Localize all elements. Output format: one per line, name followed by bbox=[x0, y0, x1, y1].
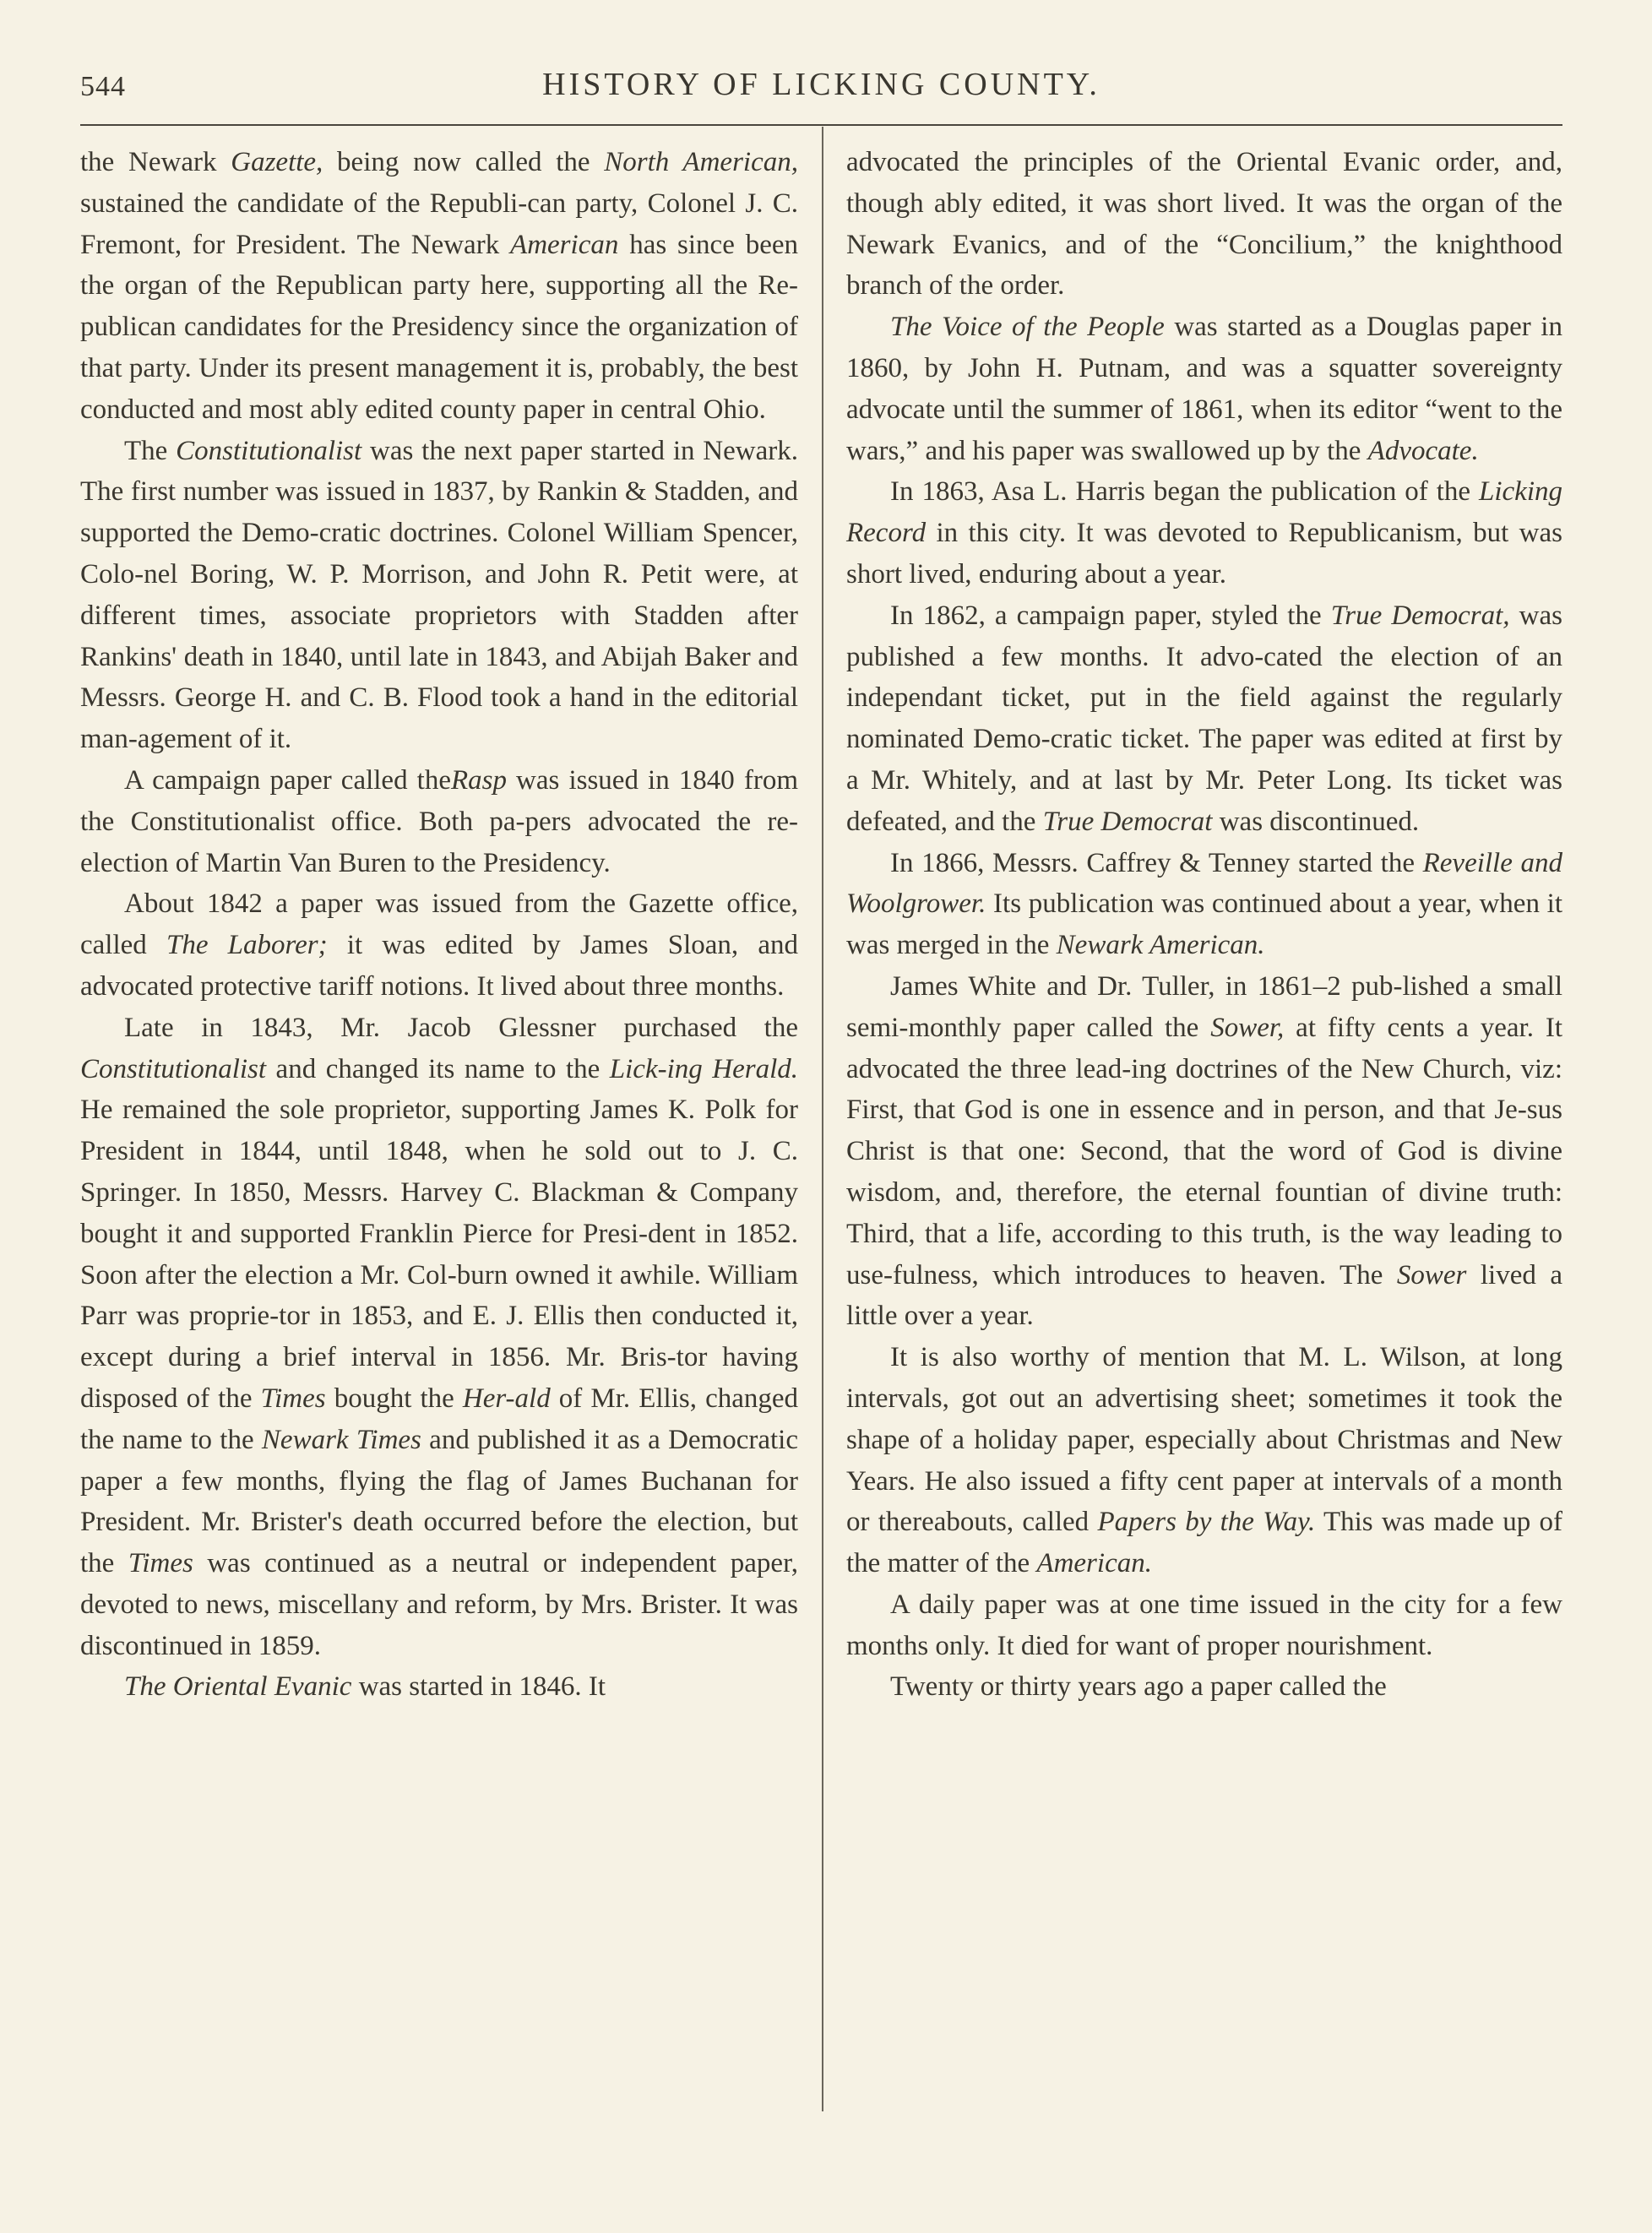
paragraph bbox=[846, 471, 1562, 595]
paragraph bbox=[80, 760, 798, 883]
paragraph bbox=[846, 1337, 1562, 1584]
italic-title: American bbox=[510, 229, 619, 260]
paragraph bbox=[846, 1584, 1562, 1667]
italic-title: Her-ald bbox=[462, 1383, 551, 1414]
italic-title: The Voice of the People bbox=[890, 312, 1165, 343]
text-run: Twenty or thirty years ago a paper called the bbox=[890, 1671, 1387, 1703]
paragraph bbox=[846, 966, 1562, 1337]
paragraph bbox=[846, 595, 1562, 843]
text-run: and published it as a Democratic paper a few months, flying the flag of James Buchanan for President. Mr. Brister's death occurred before the election, but the bbox=[80, 1424, 798, 1579]
text-run: A campaign paper called the bbox=[124, 764, 451, 796]
text-run: Its publication was continued about a year, when it was merged in the bbox=[846, 888, 1562, 961]
italic-title: The Laborer; bbox=[166, 930, 328, 961]
left-column bbox=[80, 142, 798, 1708]
text-run: lived a little over a year. bbox=[846, 1259, 1562, 1332]
italic-title: Newark Times bbox=[261, 1424, 421, 1455]
italic-title: North American, bbox=[604, 147, 798, 177]
column-divider bbox=[822, 127, 823, 2111]
paragraph bbox=[80, 883, 798, 1007]
text-run: was issued in 1840 from the Constitutionalist office. Both pa-pers advocated the re-election of Martin Van Buren to the Presidency. bbox=[80, 764, 799, 878]
italic-title: The Oriental Evanic bbox=[124, 1671, 352, 1703]
paragraph bbox=[80, 1008, 798, 1667]
italic-title: Newark American. bbox=[1056, 930, 1265, 961]
text-run: was continued as a neutral or independent paper, devoted to news, miscellany and reform, by Mrs. Brister. It was discontinued in 1859. bbox=[80, 1548, 798, 1661]
italic-title: Sower bbox=[1396, 1259, 1467, 1290]
paragraph bbox=[846, 142, 1562, 307]
page-header bbox=[80, 66, 1562, 117]
text-run: was the next paper started in Newark. The first number was issued in 1837, by Rankin & Stadden, and supported the Demo-cratic doctrines. Colonel William Spencer, Colo-nel Boring, W. P. Morrison, and John R. Petit were, at different times, associate proprietors with Stadden after Rankins' death in 1840, until late in 1843, and Abijah Baker and Messrs. George H. and C. B. Flood took a hand in the editorial man-agement of it. bbox=[80, 435, 799, 755]
text-run: was started in 1846. It bbox=[351, 1671, 606, 1703]
italic-title: Times bbox=[128, 1548, 193, 1579]
running-title: HISTORY OF LICKING COUNTY. bbox=[542, 67, 1100, 102]
paragraph bbox=[80, 142, 798, 431]
italic-title: True Democrat, bbox=[1330, 600, 1510, 631]
text-run: was started as a Douglas paper in 1860, by John H. Putnam, and was a squatter sovereignty advocate until the summer of 1861, when its editor “went to the wars,” and his paper was swallowed up by the bbox=[846, 312, 1562, 466]
italic-title: Lick-ing Herald. bbox=[609, 1053, 798, 1084]
text-run: sustained the candidate of the Republi-can party, Colonel J. C. Fremont, for President. The Newark bbox=[80, 187, 798, 260]
italic-title: Licking Record bbox=[846, 476, 1562, 549]
text-run: was discontinued. bbox=[1212, 806, 1420, 837]
italic-title: Advocate. bbox=[1367, 435, 1479, 466]
header-rule-left bbox=[80, 124, 849, 126]
text-run: In 1863, Asa L. Harris began the publication of the bbox=[890, 476, 1480, 508]
italic-title: American. bbox=[1036, 1548, 1152, 1579]
italic-title: Constitutionalist bbox=[176, 435, 362, 466]
text-run: was published a few months. It advo-cated the election of an independant ticket, put in the field against the regularly nominated Demo-cratic ticket. The paper was edited at first by a Mr. Whitely, and at last by Mr. Peter Long. Its ticket was defeated, and the bbox=[846, 600, 1562, 837]
text-run: the Newark bbox=[80, 147, 231, 177]
page-number: 544 bbox=[80, 71, 126, 102]
text-run: A daily paper was at one time issued in the city for a few months only. It died for want of proper nourishment. bbox=[846, 1589, 1562, 1661]
text-run: The bbox=[124, 435, 177, 466]
text-run: and changed its name to the bbox=[266, 1053, 610, 1084]
header-rule-right bbox=[849, 124, 1562, 126]
right-column bbox=[846, 142, 1562, 1708]
paragraph bbox=[846, 843, 1562, 966]
text-run: it was edited by James Sloan, and advocated protective tariff notions. It lived about three months. bbox=[80, 930, 799, 1002]
italic-title: True Democrat bbox=[1042, 806, 1213, 837]
italic-title: Sower, bbox=[1210, 1012, 1285, 1043]
italic-title: Papers by the Way. bbox=[1097, 1507, 1316, 1538]
text-run: This was made up of the matter of the bbox=[846, 1507, 1562, 1579]
text-run: In 1866, Messrs. Caffrey & Tenney started the bbox=[890, 847, 1423, 878]
italic-title: Times bbox=[260, 1383, 326, 1414]
text-run: bought the bbox=[325, 1383, 463, 1414]
text-run: It is also worthy of mention that M. L. Wilson, at long intervals, got out an advertising sheet; sometimes it took the shape of a holiday paper, especially about Christmas and New Years. He also issued a fifty cent paper at intervals of a month or thereabouts, called bbox=[846, 1342, 1562, 1538]
paragraph bbox=[80, 1666, 798, 1708]
text-run: advocated the principles of the Oriental Evanic order, and, though ably edited, it was short lived. It was the organ of the Newark Evanics, and of the “Concilium,” the knighthood branch of the order. bbox=[846, 147, 1562, 302]
text-run: in this city. It was devoted to Republicanism, but was short lived, enduring about a year. bbox=[846, 518, 1562, 589]
italic-title: Constitutionalist bbox=[80, 1053, 267, 1084]
text-run: of Mr. Ellis, changed the name to the bbox=[80, 1383, 799, 1455]
italic-title: Rasp bbox=[450, 764, 507, 796]
paragraph bbox=[846, 1666, 1562, 1708]
text-run: being now called the bbox=[323, 147, 605, 177]
text-run: About 1842 a paper was issued from the Gazette office, called bbox=[80, 888, 798, 961]
paragraph bbox=[846, 307, 1562, 471]
text-run: He remained the sole proprietor, supporting James K. Polk for President in 1844, until 1848, when he sold out to J. C. Springer. In 1850, Messrs. Harvey C. Blackman & Company bought it and supported Franklin Pierce for Presi-dent in 1852. Soon after the election a Mr. Col-burn owned it awhile. William Parr was proprie-tor in 1853, and E. J. Ellis then conducted it, except during a brief interval in 1856. Mr. Bris-tor having disposed of the bbox=[80, 1095, 798, 1414]
text-run: at fifty cents a year. It advocated the three lead-ing doctrines of the New Church, viz: First, that God is one in essence and in person, and that Je-sus Christ is that one: Second, that the word of God is divine wisdom, and, therefore, the eternal fountian of divine truth: Third, that a life, according to this truth, is the way leading to use-fulness, which introduces to heaven. The bbox=[846, 1012, 1562, 1290]
text-run: In 1862, a campaign paper, styled the bbox=[890, 600, 1331, 631]
italic-title: Gazette, bbox=[231, 147, 323, 177]
text-run: Late in 1843, Mr. Jacob Glessner purchased the bbox=[124, 1012, 798, 1043]
text-run: James White and Dr. Tuller, in 1861–2 pub-lished a small semi-monthly paper called the bbox=[846, 970, 1562, 1043]
paragraph bbox=[80, 431, 798, 760]
italic-title: Reveille and Woolgrower. bbox=[846, 847, 1562, 920]
text-run: has since been the organ of the Republican party here, supporting all the Re-publican candidates for the Presidency since the organization of that party. Under its present management it is, probably, the best conducted and most ably edited county paper in central Ohio. bbox=[80, 229, 798, 425]
